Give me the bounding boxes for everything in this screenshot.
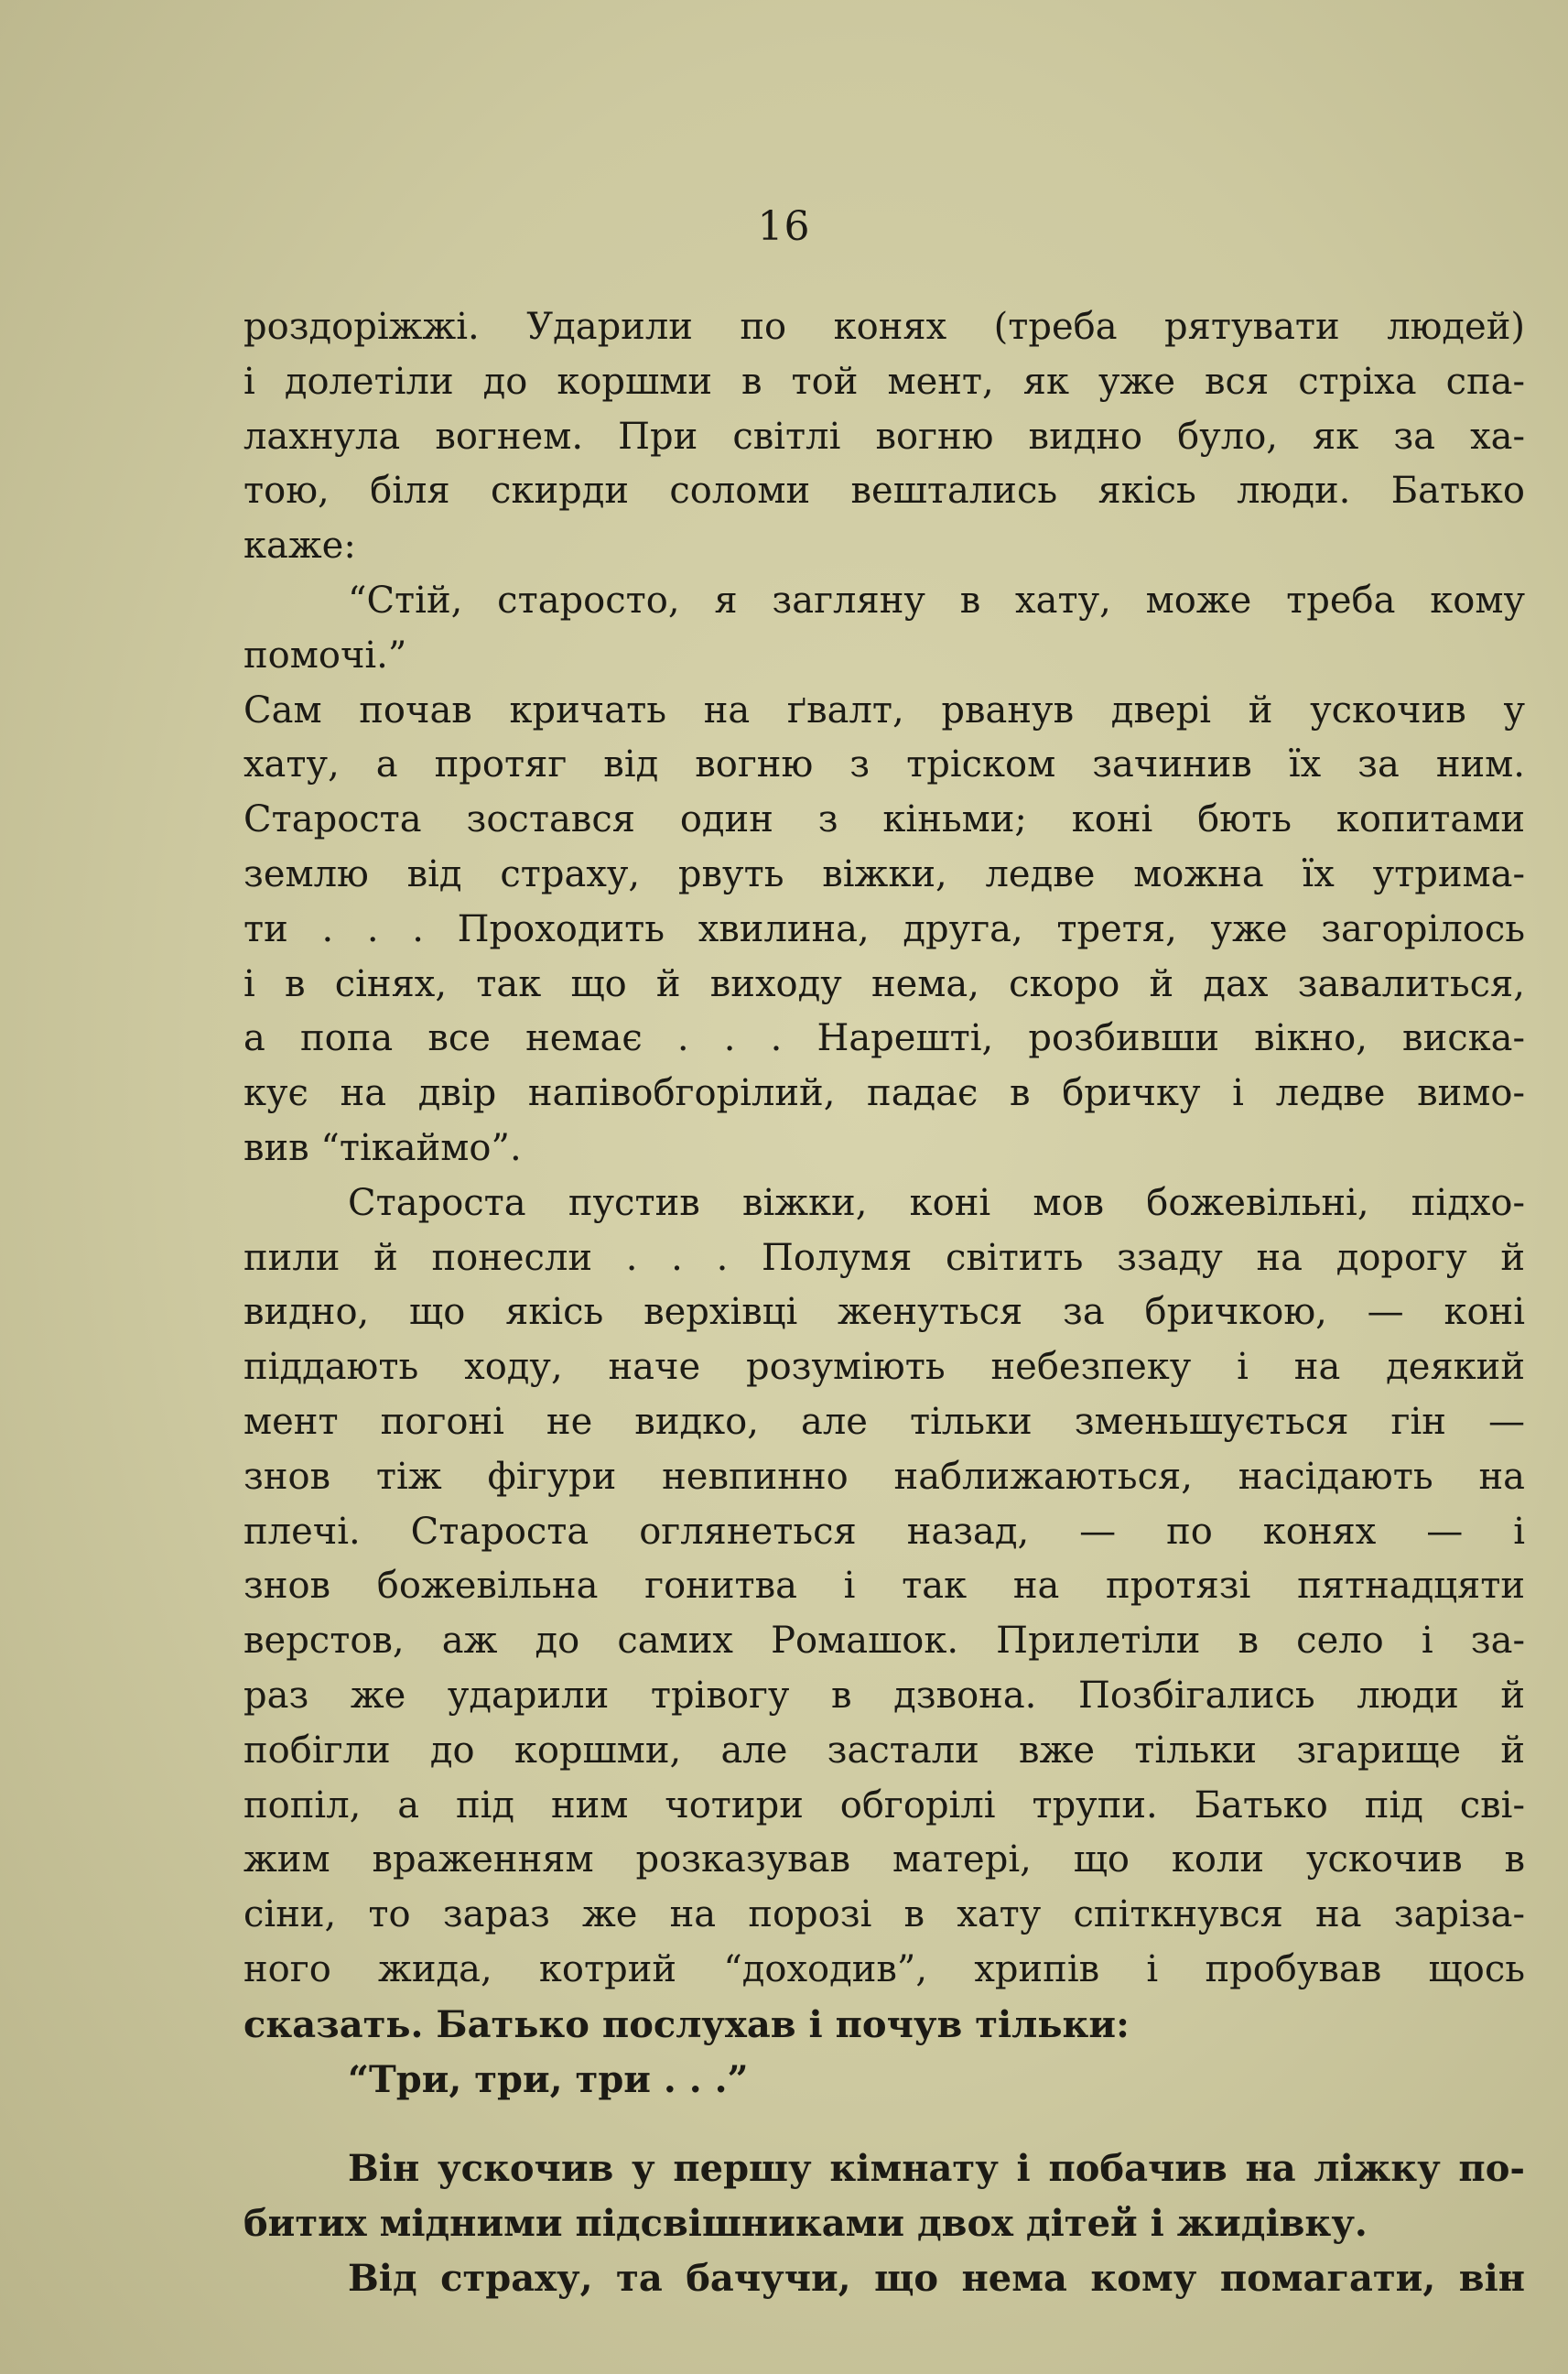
text-line: ти . . . Проходить хвилина, друга, третя, уже загорілось <box>243 907 1525 950</box>
text-line: Староста пустив віжки, коні мов божевільні, підхо- <box>348 1181 1525 1224</box>
text-line: і долетіли до коршми в той мент, як уже вся стріха спа- <box>243 360 1525 403</box>
text-line: тою, біля скирди соломи вештались якісь люди. Батько <box>243 470 1525 513</box>
text-line: Він ускочив у першу кімнату і побачив на ліжку по- <box>348 2147 1525 2191</box>
body-text <box>243 300 1525 2306</box>
text-line: мент погоні не видко, але тільки зменьшується гін — <box>243 1400 1525 1443</box>
text-line: роздоріжжі. Ударили по конях (треба рятувати людей) <box>243 306 1525 348</box>
text-line: знов божевільна гонитва і так на протязі пятнадцяти <box>243 1565 1525 1608</box>
text-line: вив “тікаймо”. <box>243 1126 522 1169</box>
text-line: пили й понесли . . . Полумя світить ззаду на дорогу й <box>243 1236 1525 1279</box>
text-line: помочі.” <box>243 634 407 677</box>
text-line: раз же ударили трівогу в дзвона. Позбігались люди й <box>243 1674 1525 1717</box>
text-line: кує на двір напівобгорілий, падає в бричку і ледве вимо- <box>243 1072 1525 1115</box>
text-line: Староста зостався один з кіньми; коні бють копитами <box>243 798 1525 841</box>
text-line: хату, а протяг від вогню з тріском зачинив їх за ним. <box>243 743 1525 786</box>
text-line: каже: <box>243 525 356 568</box>
paragraph-gap <box>243 2107 1525 2141</box>
page-number: 16 <box>757 203 811 250</box>
text-line: піддають ходу, наче розуміють небезпеку і на деякий <box>243 1346 1525 1389</box>
text-line: видно, що якісь верхівці женуться за бричкою, — коні <box>243 1291 1525 1334</box>
text-line: плечі. Староста оглянеться назад, — по конях — і <box>243 1510 1525 1553</box>
text-line: побігли до коршми, але застали вже тільки згарище й <box>243 1729 1525 1772</box>
text-line: Сам почав кричать на ґвалт, рванув двері й ускочив у <box>243 688 1525 732</box>
text-line: Від страху, та бачучи, що нема кому помагати, він <box>348 2256 1525 2300</box>
text-line: ного жида, котрий “доходив”, хрипів і пробував щось <box>243 1947 1525 1990</box>
text-line: жим враженням розказував матері, що коли ускочив в <box>243 1838 1525 1881</box>
text-line: землю від страху, рвуть віжки, ледве можна їх утрима- <box>243 852 1525 895</box>
text-line: битих мідними підсвішниками двох дітей і жидівку. <box>243 2202 1368 2246</box>
text-line: попіл, а під ним чотири обгорілі трупи. Батько під сві- <box>243 1783 1525 1827</box>
text-line: верстов, аж до самих Ромашок. Прилетіли в село і за- <box>243 1620 1525 1663</box>
text-line: а попа все немає . . . Нарешті, розбивши вікно, виска- <box>243 1017 1525 1060</box>
text-line: лахнула вогнем. При світлі вогню видно було, як за ха- <box>243 415 1525 458</box>
text-line: знов тіж фігури невпинно наближаються, насідають на <box>243 1455 1525 1498</box>
text-line: сказать. Батько послухав і почув тільки: <box>243 2002 1130 2046</box>
text-line: сіни, то зараз же на порозі в хату спіткнувся на заріза- <box>243 1893 1525 1936</box>
text-line: і в сінях, так що й виходу нема, скоро й дах завалиться, <box>243 962 1525 1005</box>
text-line: “Три, три, три . . .” <box>348 2057 749 2101</box>
text-line: “Стій, старосто, я загляну в хату, може треба кому <box>348 579 1525 622</box>
